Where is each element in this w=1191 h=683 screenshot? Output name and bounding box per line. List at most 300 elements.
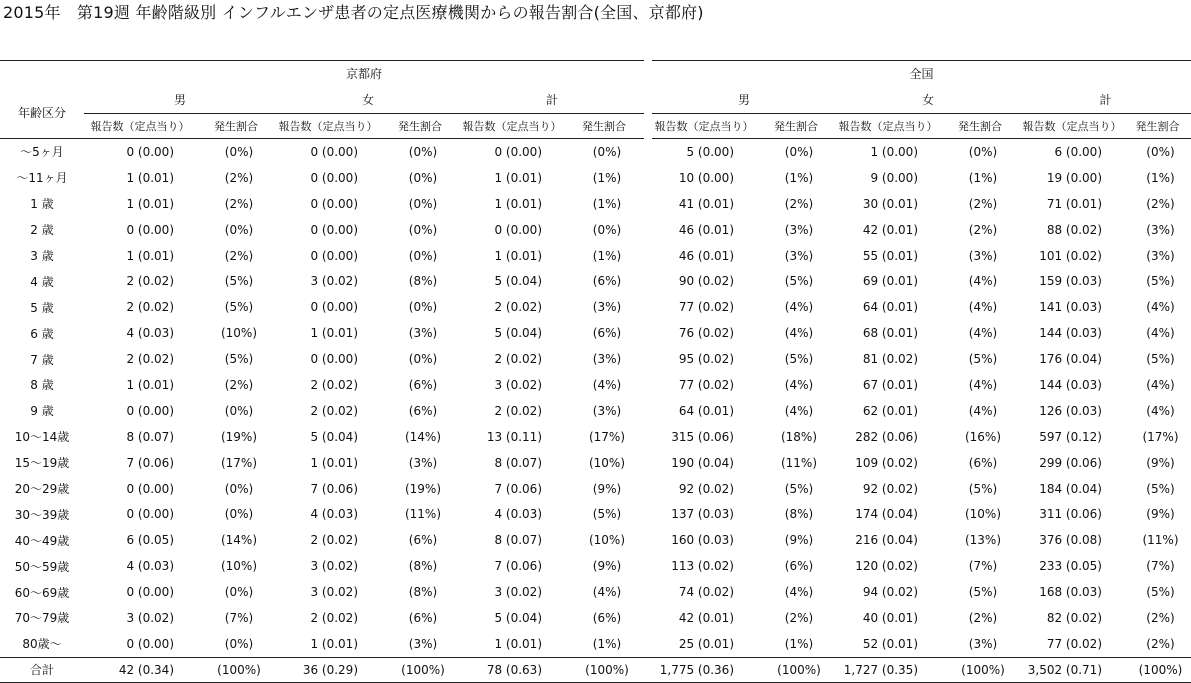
region-kyoto-header: 京都府 <box>84 61 644 87</box>
reports-cell: 71 (0.01) <box>1046 196 1102 211</box>
region-gap <box>644 243 652 269</box>
region-gap <box>644 191 652 217</box>
age-cell: 1 歳 <box>30 197 54 212</box>
ratio-cell: (1%) <box>592 636 622 651</box>
ratio-cell: (1%) <box>592 196 622 211</box>
ratio-cell: (0%) <box>784 144 814 159</box>
ratio-cell: (11%) <box>780 455 818 470</box>
age-cell: 6 歳 <box>30 326 54 341</box>
reports-cell: 64 (0.01) <box>678 403 734 418</box>
ratio-cell: (8%) <box>408 274 438 289</box>
ratio-cell: (4%) <box>1146 300 1175 315</box>
reports-cell: 10 (0.00) <box>678 170 734 185</box>
ratio-cell: (3%) <box>968 636 998 651</box>
reports-cell: 5 (0.04) <box>310 429 358 444</box>
ratio-cell: (19%) <box>404 481 442 496</box>
ratio-cell: (0%) <box>592 144 622 159</box>
ratio-cell: (0%) <box>224 403 254 418</box>
ratio-cell: (11%) <box>404 507 442 522</box>
reports-cell: 25 (0.01) <box>678 636 734 651</box>
reports-cell: 2 (0.02) <box>310 403 358 418</box>
reports-cell: 0 (0.00) <box>494 222 542 237</box>
reports-cell: 1,727 (0.35) <box>836 657 940 682</box>
ratio-cell: (9%) <box>592 559 622 574</box>
age-cell: 30〜39歳 <box>14 507 70 522</box>
reports-cell: 101 (0.02) <box>1039 248 1102 263</box>
ratio-cell: (5%) <box>1146 481 1175 496</box>
ratio-cell: (8%) <box>784 507 814 522</box>
reports-cell: 3 (0.02) <box>494 377 542 392</box>
ratio-cell: (3%) <box>592 352 622 367</box>
ratio-cell: (0%) <box>224 144 254 159</box>
reports-cell: 144 (0.03) <box>1039 377 1102 392</box>
ratio-cell: (0%) <box>224 636 254 651</box>
ratio-cell: (4%) <box>784 326 814 341</box>
ratio-cell: (3%) <box>1146 222 1175 237</box>
reports-cell: 0 (0.00) <box>310 170 358 185</box>
region-gap <box>644 579 652 605</box>
reports-cell: 1 (0.01) <box>310 636 358 651</box>
ratio-cell: (11%) <box>1142 533 1179 548</box>
reports-cell: 1 (0.01) <box>494 248 542 263</box>
ratio-cell: (3%) <box>784 248 814 263</box>
ratio-cell: (19%) <box>220 429 258 444</box>
col-reports: 報告数（定点当り） <box>652 114 756 139</box>
region-gap <box>644 268 652 294</box>
ratio-cell: (9%) <box>592 481 622 496</box>
table-row <box>0 217 1191 243</box>
reports-cell: 1 (0.01) <box>310 455 358 470</box>
ratio-cell: (2%) <box>784 196 814 211</box>
reports-cell: 77 (0.02) <box>678 377 734 392</box>
col-ratio: 発生割合 <box>380 114 460 139</box>
age-cell: 70〜79歳 <box>14 611 70 626</box>
reports-cell: 3 (0.02) <box>310 559 358 574</box>
reports-cell: 216 (0.04) <box>855 533 918 548</box>
col-reports: 報告数（定点当り） <box>460 114 564 139</box>
ratio-cell: (4%) <box>1146 326 1175 341</box>
ratio-cell: (2%) <box>1146 636 1175 651</box>
reports-cell: 176 (0.04) <box>1039 352 1102 367</box>
ratio-cell: (5%) <box>224 274 254 289</box>
age-cell: 40〜49歳 <box>14 533 70 548</box>
ratio-cell: (6%) <box>592 326 622 341</box>
ratio-cell: (4%) <box>968 300 998 315</box>
reports-cell: 0 (0.00) <box>126 403 174 418</box>
reports-cell: 0 (0.00) <box>310 300 358 315</box>
ratio-cell: (3%) <box>784 222 814 237</box>
reports-cell: 8 (0.07) <box>494 533 542 548</box>
reports-cell: 90 (0.02) <box>678 274 734 289</box>
ratio-cell: (4%) <box>1146 403 1175 418</box>
reports-cell: 159 (0.03) <box>1039 274 1102 289</box>
age-cell: 3 歳 <box>30 249 54 263</box>
age-cell: 8 歳 <box>30 378 54 393</box>
ratio-cell: (0%) <box>408 144 438 159</box>
ratio-cell: (4%) <box>592 585 622 600</box>
reports-cell: 8 (0.07) <box>126 429 174 444</box>
col-reports: 報告数（定点当り） <box>1020 114 1124 139</box>
table-row <box>0 631 1191 657</box>
ratio-cell: (13%) <box>964 533 1002 548</box>
reports-cell: 7 (0.06) <box>310 481 358 496</box>
ratio-cell: (3%) <box>408 636 438 651</box>
age-cell: 60〜69歳 <box>14 585 70 600</box>
reports-cell: 5 (0.04) <box>494 610 542 625</box>
reports-cell: 7 (0.06) <box>494 481 542 496</box>
reports-cell: 5 (0.04) <box>494 274 542 289</box>
reports-cell: 1 (0.01) <box>494 170 542 185</box>
reports-cell: 160 (0.03) <box>671 533 734 548</box>
ratio-cell: (14%) <box>220 533 258 548</box>
reports-cell: 2 (0.02) <box>494 352 542 367</box>
reports-cell: 52 (0.01) <box>862 636 918 651</box>
ratio-cell: (0%) <box>408 300 438 315</box>
ratio-cell: (1%) <box>784 636 814 651</box>
ratio-cell: (10%) <box>220 326 258 341</box>
reports-cell: 41 (0.01) <box>678 196 734 211</box>
reports-cell: 55 (0.01) <box>862 248 918 263</box>
reports-cell: 1 (0.01) <box>126 170 174 185</box>
page-title: 2015年 第19週 年齢階級別 インフルエンザ患者の定点医療機関からの報告割合(全国、京都府) <box>3 3 704 22</box>
ratio-cell: (7%) <box>968 559 998 574</box>
ratio-cell: (4%) <box>784 377 814 392</box>
ratio-cell: (1%) <box>592 170 622 185</box>
region-gap <box>644 217 652 243</box>
reports-cell: 6 (0.05) <box>126 533 174 548</box>
ratio-cell: (10%) <box>588 533 626 548</box>
reports-cell: 168 (0.03) <box>1039 585 1102 600</box>
ratio-cell: (0%) <box>224 585 254 600</box>
ratio-cell: (6%) <box>408 403 438 418</box>
reports-cell: 2 (0.02) <box>310 610 358 625</box>
reports-cell: 1,775 (0.36) <box>652 657 756 682</box>
reports-cell: 68 (0.01) <box>862 326 918 341</box>
age-cell: 5 歳 <box>30 300 54 315</box>
reports-cell: 2 (0.02) <box>310 533 358 548</box>
region-gap <box>644 346 652 372</box>
ratio-cell: (10%) <box>588 455 626 470</box>
ratio-cell: (100%) <box>756 657 836 682</box>
region-gap <box>644 165 652 191</box>
ratio-cell: (4%) <box>968 326 998 341</box>
age-cell: 2 歳 <box>30 223 54 238</box>
reports-cell: 2 (0.02) <box>126 352 174 367</box>
ratio-cell: (0%) <box>408 222 438 237</box>
reports-cell: 1 (0.01) <box>126 248 174 263</box>
ratio-cell: (100%) <box>564 657 644 682</box>
region-gap <box>644 605 652 631</box>
ratio-cell: (4%) <box>968 274 998 289</box>
ratio-cell: (6%) <box>408 377 438 392</box>
reports-cell: 0 (0.00) <box>310 196 358 211</box>
table-row <box>0 527 1191 553</box>
reports-cell: 3 (0.02) <box>494 585 542 600</box>
ratio-cell: (5%) <box>784 274 814 289</box>
ratio-cell: (4%) <box>784 300 814 315</box>
reports-cell: 30 (0.01) <box>862 196 918 211</box>
ratio-cell: (100%) <box>380 657 460 682</box>
reports-cell: 69 (0.01) <box>862 274 918 289</box>
ratio-cell: (4%) <box>968 403 998 418</box>
ratio-cell: (1%) <box>592 248 622 263</box>
ratio-cell: (6%) <box>592 610 622 625</box>
reports-cell: 8 (0.07) <box>494 455 542 470</box>
table-row <box>0 191 1191 217</box>
region-gap <box>644 139 652 165</box>
reports-cell: 3,502 (0.71) <box>1020 657 1124 682</box>
col-reports: 報告数（定点当り） <box>276 114 380 139</box>
table-row <box>0 398 1191 424</box>
region-national-header: 全国 <box>652 61 1191 87</box>
ratio-cell: (0%) <box>968 144 998 159</box>
reports-cell: 42 (0.01) <box>862 222 918 237</box>
ratio-cell: (0%) <box>224 507 254 522</box>
reports-cell: 0 (0.00) <box>310 352 358 367</box>
col-ratio: 発生割合 <box>940 114 1020 139</box>
national-female-header: 女 <box>836 86 1020 114</box>
reports-cell: 94 (0.02) <box>862 585 918 600</box>
region-gap <box>644 294 652 320</box>
ratio-cell: (2%) <box>968 196 998 211</box>
region-gap <box>644 476 652 502</box>
ratio-cell: (9%) <box>1146 455 1175 470</box>
region-gap <box>644 450 652 476</box>
ratio-cell: (7%) <box>224 610 254 625</box>
reports-cell: 120 (0.02) <box>855 559 918 574</box>
ratio-cell: (5%) <box>784 352 814 367</box>
region-gap <box>644 527 652 553</box>
national-total-header: 計 <box>1020 86 1191 114</box>
ratio-cell: (8%) <box>408 585 438 600</box>
age-cell: 〜11ヶ月 <box>16 171 68 186</box>
reports-cell: 5 (0.04) <box>494 326 542 341</box>
age-cell: 9 歳 <box>30 404 54 419</box>
ratio-cell: (9%) <box>1146 507 1175 522</box>
reports-cell: 190 (0.04) <box>671 455 734 470</box>
table-row <box>0 165 1191 191</box>
table-row <box>0 450 1191 476</box>
ratio-cell: (5%) <box>968 481 998 496</box>
ratio-cell: (100%) <box>196 657 276 682</box>
reports-cell: 2 (0.02) <box>494 403 542 418</box>
ratio-cell: (6%) <box>408 610 438 625</box>
reports-cell: 3 (0.02) <box>126 610 174 625</box>
ratio-cell: (100%) <box>1124 657 1191 682</box>
reports-cell: 42 (0.01) <box>678 610 734 625</box>
col-reports: 報告数（定点当り） <box>84 114 196 139</box>
reports-cell: 1 (0.00) <box>870 144 918 159</box>
age-cell: 7 歳 <box>30 352 54 367</box>
reports-cell: 0 (0.00) <box>310 222 358 237</box>
reports-cell: 0 (0.00) <box>126 636 174 651</box>
reports-cell: 2 (0.02) <box>310 377 358 392</box>
kyoto-total-header: 計 <box>460 86 644 114</box>
ratio-cell: (5%) <box>224 352 254 367</box>
ratio-cell: (9%) <box>784 533 814 548</box>
table-row <box>0 553 1191 579</box>
reports-cell: 137 (0.03) <box>671 507 734 522</box>
ratio-cell: (0%) <box>408 352 438 367</box>
age-cell: 〜5ヶ月 <box>20 145 64 160</box>
table-row <box>0 579 1191 605</box>
table-row <box>0 268 1191 294</box>
reports-cell: 4 (0.03) <box>126 559 174 574</box>
reports-cell: 141 (0.03) <box>1039 300 1102 315</box>
ratio-cell: (1%) <box>1146 170 1175 185</box>
table-row <box>0 243 1191 269</box>
ratio-cell: (2%) <box>224 170 254 185</box>
ratio-cell: (17%) <box>220 455 258 470</box>
reports-cell: 82 (0.02) <box>1046 610 1102 625</box>
ratio-cell: (3%) <box>968 248 998 263</box>
reports-cell: 19 (0.00) <box>1046 170 1102 185</box>
ratio-cell: (8%) <box>408 559 438 574</box>
age-cell: 80歳〜 <box>22 637 62 652</box>
ratio-cell: (5%) <box>1146 585 1175 600</box>
ratio-cell: (4%) <box>784 403 814 418</box>
ratio-cell: (5%) <box>224 300 254 315</box>
ratio-cell: (2%) <box>784 610 814 625</box>
reports-cell: 92 (0.02) <box>862 481 918 496</box>
reports-cell: 2 (0.02) <box>494 300 542 315</box>
ratio-cell: (17%) <box>588 429 626 444</box>
reports-cell: 5 (0.00) <box>686 144 734 159</box>
region-gap <box>644 320 652 346</box>
ratio-cell: (2%) <box>224 377 254 392</box>
reports-cell: 6 (0.00) <box>1054 144 1102 159</box>
region-gap <box>644 372 652 398</box>
reports-cell: 0 (0.00) <box>494 144 542 159</box>
table-row <box>0 501 1191 527</box>
reports-cell: 113 (0.02) <box>671 559 734 574</box>
reports-cell: 2 (0.02) <box>126 300 174 315</box>
ratio-cell: (2%) <box>968 222 998 237</box>
region-gap <box>644 631 652 657</box>
reports-cell: 597 (0.12) <box>1039 429 1102 444</box>
reports-cell: 3 (0.02) <box>310 274 358 289</box>
reports-cell: 0 (0.00) <box>126 481 174 496</box>
reports-cell: 4 (0.03) <box>494 507 542 522</box>
ratio-cell: (0%) <box>224 222 254 237</box>
ratio-cell: (0%) <box>408 248 438 263</box>
reports-cell: 174 (0.04) <box>855 507 918 522</box>
col-ratio: 発生割合 <box>1124 114 1191 139</box>
reports-cell: 1 (0.01) <box>126 377 174 392</box>
col-ratio: 発生割合 <box>756 114 836 139</box>
reports-cell: 64 (0.01) <box>862 300 918 315</box>
reports-cell: 40 (0.01) <box>862 610 918 625</box>
table-total-row <box>0 657 1191 682</box>
region-gap <box>644 424 652 450</box>
reports-cell: 1 (0.01) <box>494 636 542 651</box>
table-row <box>0 139 1191 165</box>
ratio-cell: (3%) <box>592 403 622 418</box>
ratio-cell: (5%) <box>784 481 814 496</box>
ratio-cell: (17%) <box>1142 429 1179 444</box>
reports-cell: 109 (0.02) <box>855 455 918 470</box>
age-cell: 15〜19歳 <box>14 456 70 471</box>
ratio-cell: (2%) <box>224 248 254 263</box>
reports-cell: 77 (0.02) <box>678 300 734 315</box>
reports-cell: 3 (0.02) <box>310 585 358 600</box>
ratio-cell: (16%) <box>964 429 1002 444</box>
reports-cell: 299 (0.06) <box>1039 455 1102 470</box>
table-row <box>0 424 1191 450</box>
ratio-cell: (2%) <box>224 196 254 211</box>
reports-cell: 0 (0.00) <box>126 222 174 237</box>
ratio-cell: (5%) <box>592 507 622 522</box>
age-column-header: 年齢区分 <box>0 86 84 139</box>
ratio-cell: (7%) <box>1146 559 1175 574</box>
ratio-cell: (2%) <box>1146 196 1175 211</box>
ratio-cell: (5%) <box>1146 352 1175 367</box>
col-ratio: 発生割合 <box>196 114 276 139</box>
reports-cell: 282 (0.06) <box>855 429 918 444</box>
ratio-cell: (6%) <box>408 533 438 548</box>
reports-cell: 1 (0.01) <box>494 196 542 211</box>
reports-cell: 376 (0.08) <box>1039 533 1102 548</box>
reports-cell: 46 (0.01) <box>678 222 734 237</box>
ratio-cell: (5%) <box>968 352 998 367</box>
ratio-cell: (18%) <box>780 429 818 444</box>
reports-cell: 0 (0.00) <box>310 248 358 263</box>
reports-cell: 7 (0.06) <box>126 455 174 470</box>
table-row <box>0 320 1191 346</box>
reports-cell: 74 (0.02) <box>678 585 734 600</box>
ratio-cell: (1%) <box>784 170 814 185</box>
reports-cell: 77 (0.02) <box>1046 636 1102 651</box>
ratio-cell: (0%) <box>1146 144 1175 159</box>
ratio-cell: (6%) <box>968 455 998 470</box>
ratio-cell: (5%) <box>1146 274 1175 289</box>
reports-cell: 0 (0.00) <box>310 144 358 159</box>
region-gap <box>644 553 652 579</box>
influenza-age-table <box>0 60 1191 683</box>
ratio-cell: (10%) <box>220 559 258 574</box>
age-cell: 20〜29歳 <box>14 482 70 497</box>
ratio-cell: (14%) <box>404 429 442 444</box>
age-cell: 4 歳 <box>30 274 54 289</box>
ratio-cell: (4%) <box>1146 377 1175 392</box>
reports-cell: 315 (0.06) <box>671 429 734 444</box>
ratio-cell: (4%) <box>968 377 998 392</box>
table-row <box>0 372 1191 398</box>
ratio-cell: (10%) <box>964 507 1002 522</box>
reports-cell: 184 (0.04) <box>1039 481 1102 496</box>
ratio-cell: (2%) <box>968 610 998 625</box>
table-row <box>0 476 1191 502</box>
reports-cell: 144 (0.03) <box>1039 326 1102 341</box>
reports-cell: 1 (0.01) <box>310 326 358 341</box>
reports-cell: 76 (0.02) <box>678 326 734 341</box>
table-row <box>0 346 1191 372</box>
reports-cell: 311 (0.06) <box>1039 507 1102 522</box>
region-gap <box>644 398 652 424</box>
region-gap <box>644 501 652 527</box>
reports-cell: 126 (0.03) <box>1039 403 1102 418</box>
ratio-cell: (1%) <box>968 170 998 185</box>
age-cell: 10〜14歳 <box>14 430 70 445</box>
col-reports: 報告数（定点当り） <box>836 114 940 139</box>
table-row <box>0 294 1191 320</box>
table-row <box>0 605 1191 631</box>
reports-cell: 81 (0.02) <box>862 352 918 367</box>
reports-cell: 78 (0.63) <box>460 657 564 682</box>
reports-cell: 92 (0.02) <box>678 481 734 496</box>
col-ratio: 発生割合 <box>564 114 644 139</box>
region-gap <box>644 657 652 682</box>
